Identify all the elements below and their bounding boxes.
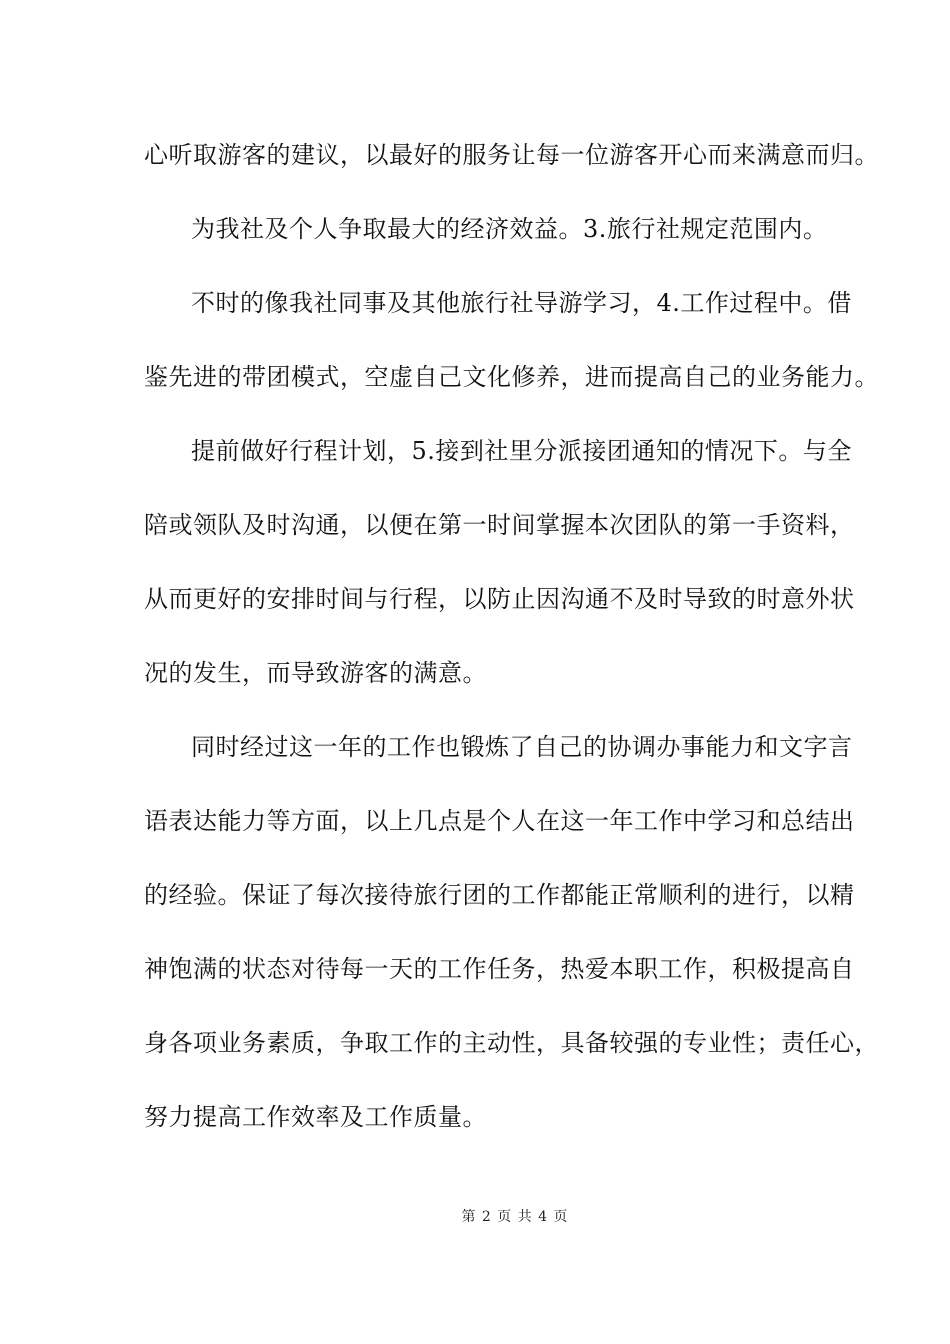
text-line: 身各项业务素质，争取工作的主动性，具备较强的专业性；责任心， (144, 1029, 879, 1057)
text-line: 语表达能力等方面，以上几点是个人在这一年工作中学习和总结出 (144, 807, 855, 835)
text-line: 心听取游客的建议，以最好的服务让每一位游客开心而来满意而归。 (144, 141, 879, 169)
text-line: 提前做好行程计划，5.接到社里分派接团通知的情况下。与全 (191, 437, 852, 465)
text-line: 努力提高工作效率及工作质量。 (144, 1103, 487, 1131)
page-number-footer: 第 2 页 共 4 页 (461, 1209, 569, 1225)
text-line: 同时经过这一年的工作也锻炼了自己的协调办事能力和文字言 (191, 733, 853, 761)
text-line: 从而更好的安排时间与行程，以防止因沟通不及时导致的时意外状 (144, 585, 855, 613)
text-line: 鉴先进的带团模式，空虚自己文化修养，进而提高自己的业务能力。 (144, 363, 879, 391)
text-line: 的经验。保证了每次接待旅行团的工作都能正常顺利的进行，以精 (144, 881, 855, 909)
text-line: 不时的像我社同事及其他旅行社导游学习，4.工作过程中。借 (191, 289, 852, 317)
text-line: 陪或领队及时沟通，以便在第一时间掌握本次团队的第一手资料， (144, 511, 855, 539)
text-line: 神饱满的状态对待每一天的工作任务，热爱本职工作，积极提高自 (144, 955, 855, 983)
text-line: 况的发生，而导致游客的满意。 (144, 659, 487, 687)
text-line: 为我社及个人争取最大的经济效益。3.旅行社规定范围内。 (191, 215, 828, 243)
